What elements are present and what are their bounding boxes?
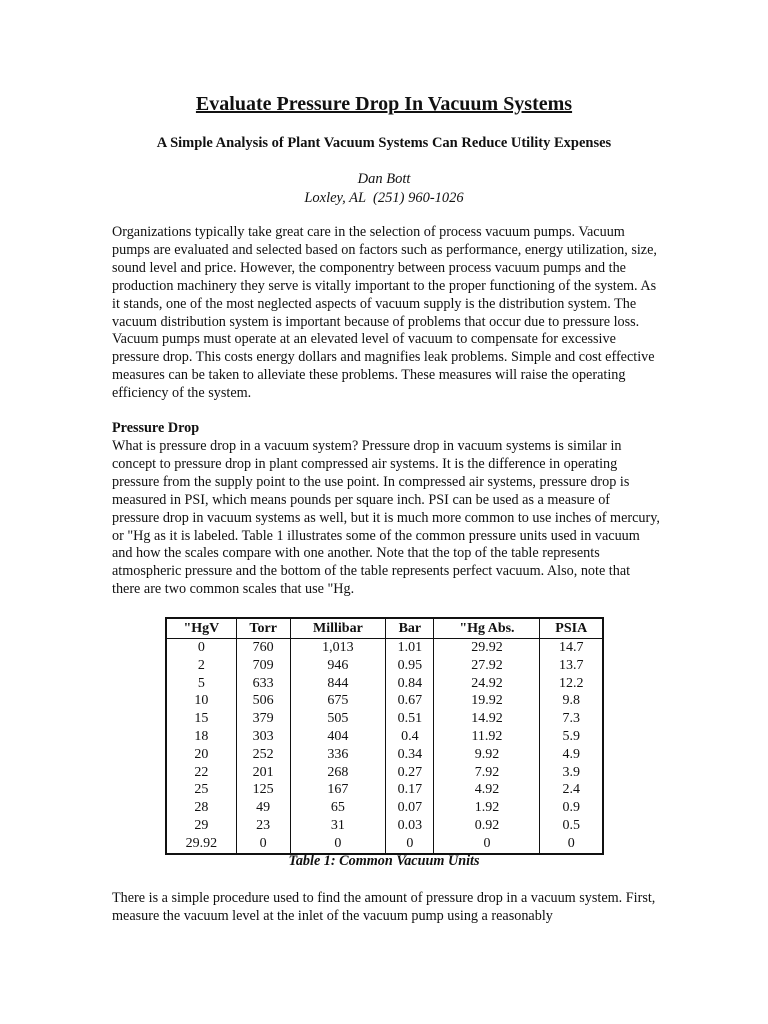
table-cell: 27.92 [434, 657, 540, 675]
table-cell: 14.7 [540, 639, 603, 657]
column-header: Torr [236, 618, 290, 639]
table-cell: 760 [236, 639, 290, 657]
table-cell: 0.4 [386, 728, 434, 746]
table-cell: 0 [166, 639, 236, 657]
table-cell: 0.03 [386, 817, 434, 835]
table-cell: 336 [290, 746, 386, 764]
table-row [166, 746, 603, 764]
table-cell: 0.95 [386, 657, 434, 675]
table-cell: 2.4 [540, 781, 603, 799]
author-block [0, 170, 768, 208]
table-cell: 0.5 [540, 817, 603, 835]
table-cell: 4.9 [540, 746, 603, 764]
table-cell: 0.84 [386, 675, 434, 693]
table-cell: 633 [236, 675, 290, 693]
table-row [166, 710, 603, 728]
table-cell: 379 [236, 710, 290, 728]
author-name: Dan Bott [357, 171, 411, 187]
table-row [166, 781, 603, 799]
table-row [166, 639, 603, 657]
table-cell: 22 [166, 764, 236, 782]
table-cell: 506 [236, 692, 290, 710]
table-cell: 675 [290, 692, 386, 710]
table-cell: 10 [166, 692, 236, 710]
table-cell: 0 [386, 835, 434, 854]
table-cell: 505 [290, 710, 386, 728]
table-cell: 29.92 [166, 835, 236, 854]
table-cell: 0.51 [386, 710, 434, 728]
table-cell: 29.92 [434, 639, 540, 657]
table-cell: 0 [434, 835, 540, 854]
table-cell: 20 [166, 746, 236, 764]
table-row [166, 657, 603, 675]
intro-paragraph: Organizations typically take great care in the selection of process vacuum pumps. Vacuum pumps are evaluated and selected based on factors such as performance, energy utilization, size, sound level and price. However, the componentry between process vacuum pumps and the production machinery they serve is vitally important to the proper functioning of the system. As it stands, one of the most neglected aspects of vacuum supply is the distribution system. The vacuum distribution system is important because of problems that occur due to pressure loss. Vacuum pumps must operate at an elevated level of vacuum to compensate for excessive pressure drop. This costs energy dollars and magnifies leak problems. Simple and cost effective measures can be taken to alleviate these problems. These measures will raise the operating efficiency of the system. [112, 224, 657, 402]
table-row [166, 817, 603, 835]
table-cell: 0 [540, 835, 603, 854]
table-cell: 252 [236, 746, 290, 764]
table-row [166, 799, 603, 817]
table-cell: 0.27 [386, 764, 434, 782]
table-header-row [166, 618, 603, 639]
table-cell: 31 [290, 817, 386, 835]
table-cell: 11.92 [434, 728, 540, 746]
table-cell: 167 [290, 781, 386, 799]
section-paragraph: What is pressure drop in a vacuum system? Pressure drop in vacuum systems is similar in concept to pressure drop in plant compressed air systems. It is the difference in operating pressure from the supply point to the use point. In compressed air systems, pressure drop is measured in PSI, which means pounds per square inch. PSI can be used as a measure of pressure drop in vacuum systems as well, but it is much more common to use inches of mercury, or "Hg as it is labeled. Table 1 illustrates some of the common pressure units used in vacuum and how the scales compare with one another. Note that the top of the table represents atmospheric pressure and the bottom of the table represents perfect vacuum. Also, note that there are two common scales that use "Hg. [112, 438, 660, 598]
table-row [166, 675, 603, 693]
table-cell: 0.67 [386, 692, 434, 710]
table-cell: 5.9 [540, 728, 603, 746]
table-cell: 65 [290, 799, 386, 817]
table-cell: 7.92 [434, 764, 540, 782]
table-cell: 201 [236, 764, 290, 782]
table-cell: 13.7 [540, 657, 603, 675]
table-cell: 25 [166, 781, 236, 799]
table-row [166, 835, 603, 854]
table-cell: 0.92 [434, 817, 540, 835]
table-cell: 9.8 [540, 692, 603, 710]
table-cell: 709 [236, 657, 290, 675]
table-cell: 0 [236, 835, 290, 854]
table-caption: Table 1: Common Vacuum Units [288, 853, 480, 869]
table-cell: 3.9 [540, 764, 603, 782]
closing-paragraph: There is a simple procedure used to find the amount of pressure drop in a vacuum system. First, measure the vacuum level at the inlet of the vacuum pump using a reasonably [112, 890, 656, 924]
table-row [166, 728, 603, 746]
document-subtitle: A Simple Analysis of Plant Vacuum Systems Can Reduce Utility Expenses [156, 135, 612, 151]
table-row [166, 764, 603, 782]
table-cell: 0.07 [386, 799, 434, 817]
table-row [166, 692, 603, 710]
table-cell: 29 [166, 817, 236, 835]
section-heading: Pressure Drop [112, 420, 200, 436]
table-cell: 24.92 [434, 675, 540, 693]
table-cell: 4.92 [434, 781, 540, 799]
table-cell: 15 [166, 710, 236, 728]
column-header: Millibar [290, 618, 386, 639]
document-title: Evaluate Pressure Drop In Vacuum Systems [195, 93, 573, 115]
table-cell: 19.92 [434, 692, 540, 710]
table-cell: 0.9 [540, 799, 603, 817]
column-header: "Hg Abs. [434, 618, 540, 639]
table-cell: 946 [290, 657, 386, 675]
table-cell: 125 [236, 781, 290, 799]
table-cell: 0.34 [386, 746, 434, 764]
table-cell: 18 [166, 728, 236, 746]
table-cell: 12.2 [540, 675, 603, 693]
author-location: Loxley, AL (251) 960-1026 [304, 190, 464, 206]
table-cell: 1.92 [434, 799, 540, 817]
table-cell: 0.17 [386, 781, 434, 799]
table-cell: 0 [290, 835, 386, 854]
table-cell: 268 [290, 764, 386, 782]
table-cell: 1,013 [290, 639, 386, 657]
table-cell: 23 [236, 817, 290, 835]
table-cell: 28 [166, 799, 236, 817]
column-header: Bar [386, 618, 434, 639]
table-cell: 7.3 [540, 710, 603, 728]
table-cell: 14.92 [434, 710, 540, 728]
table-cell: 303 [236, 728, 290, 746]
table-cell: 5 [166, 675, 236, 693]
column-header: PSIA [540, 618, 603, 639]
table-cell: 404 [290, 728, 386, 746]
table-cell: 1.01 [386, 639, 434, 657]
column-header: "HgV [166, 618, 236, 639]
table-cell: 9.92 [434, 746, 540, 764]
table-body [166, 639, 603, 854]
vacuum-units-table [165, 617, 604, 855]
table-cell: 844 [290, 675, 386, 693]
table-cell: 2 [166, 657, 236, 675]
table-cell: 49 [236, 799, 290, 817]
